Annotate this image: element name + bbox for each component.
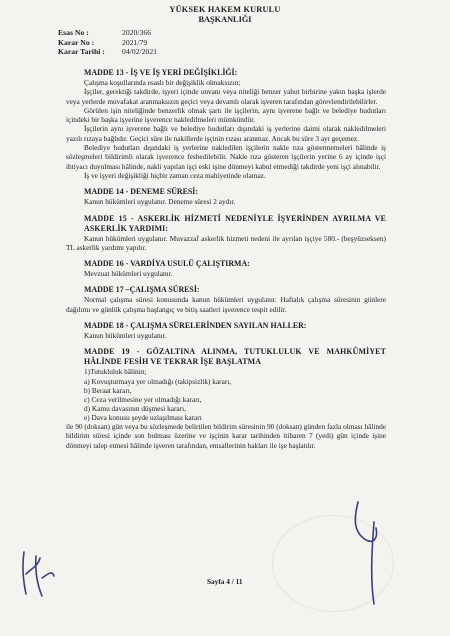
list-item: b) Beraat kararı,: [84, 385, 132, 395]
article-15-p1: Kanun hükümleri uygulanır. Muvazzaf askerlik hizmeti nedeni ile ayrılan işçiye 580.- (beşyüzseksen) TL askerlik yardımı yapılır.: [66, 233, 386, 252]
institution-name: YÜKSEK HAKEM KURULU: [169, 5, 281, 14]
document-body: [66, 68, 386, 450]
meta-value: 04/02/2021: [122, 47, 158, 56]
article-17-title: MADDE 17 –ÇALIŞMA SÜRESİ:: [84, 285, 200, 295]
list-item: a) Kovuşturmaya yer olmadığı (takipsizlik) kararı,: [84, 376, 232, 386]
article-16-p1: Mevzuat hükümleri uygulanır.: [84, 269, 173, 279]
handwritten-signature-mark: [348, 498, 388, 608]
handwritten-initials-signature: [18, 548, 58, 600]
meta-key: Karar Tarihi :: [58, 47, 105, 56]
article-19-title: MADDE 19 - GÖZALTINA ALINMA, TUTUKLULUK VE MAHKÛMİYET HÂLİNDE FESİH VE TEKRAR İŞE BAŞLATMA: [84, 347, 386, 367]
article-13-p5: Belediye hudutları dışındaki iş yerlerine nakledilen işçilerin nakle rıza göstermemeleri hâlinde iş sözleşmeleri bildirimli olarak işverence feshedilebilir. Nakle rıza gösteren işçilerin yerine 6 ay içinde işçi ihtiyacı duyulması hâlinde, nakli yapılan işçi eski işine dönmeyi kabul etmediği takdirde yeni işçi alınabilir.: [66, 143, 386, 171]
article-17-p1: Normal çalışma süresi konusunda kanun hükümleri uygulanır. Haftalık çalışma süresinin günlere dağılımı ve günlük çalışma başlangıç ve bitiş saatleri işverence tespit edilir.: [66, 295, 386, 314]
meta-row-esas: [58, 28, 157, 38]
article-18-p1: Kanun hükümleri uygulanır.: [84, 331, 167, 341]
meta-row-karar: [58, 38, 157, 48]
article-18-title: MADDE 18 - ÇALIŞMA SÜRELERİNDEN SAYILAN HALLER:: [84, 321, 307, 331]
article-13-p1: Çalışma koşullarında esaslı bir değişiklik olmaksızın;: [84, 78, 241, 87]
list-item: e) Dava konusu şeyde uzlaşılması kararı: [84, 413, 202, 423]
list-item: d) Kamu davasının düşmesi kararı,: [84, 403, 186, 413]
meta-row-tarih: [58, 47, 157, 57]
article-13-title: MADDE 13 - İŞ VE İŞ YERİ DEĞİŞİKLİĞİ:: [84, 68, 238, 77]
article-14-p1: Kanun hükümleri uygulanır. Deneme süresi 2 aydır.: [84, 197, 236, 207]
article-14-title: MADDE 14 - DENEME SÜRESİ:: [84, 187, 198, 197]
article-13-p6: İş ve işyeri değişikliği hiçbir zaman ceza mahiyetinde olamaz.: [84, 170, 266, 180]
meta-value: 2020/366: [122, 28, 152, 37]
article-15-title: MADDE 15 - ASKERLİK HİZMETİ NEDENİYLE İŞYERİNDEN AYRILMA VE ASKERLİK YARDIMI:: [84, 213, 386, 233]
list-item: c) Ceza verilmesine yer olmadığı kararı,: [84, 394, 202, 404]
case-meta: [58, 28, 157, 57]
article-19-p1: 1)Tutukluluk hâlinin;: [84, 367, 147, 377]
article-13-p2: İşçiler, gerektiği takdirde, işyeri içinde unvanı veya niteliği benzer yahut birbirine yakın başka işlerde veya yerlerde muvafakat aranmaksızın geçici veya devamlı olarak işveren tarafından görevlendirilebilirler.: [66, 87, 386, 106]
article-13-p4: İşçilerin aynı işverene bağlı ve belediye hudutları dışındaki iş yerlerine daimi olarak nakledilmeleri yazılı rızaya bağlıdır. Geçici süre ile nakillerde işçinin rızası aranmaz. Ancak bu süre 3 ayı geçemez.: [66, 124, 386, 143]
meta-key: Esas No :: [58, 28, 89, 37]
article-19-p2: ile 90 (doksan) gün veya bu sözleşmede belirtilen bildirim süresinin 90 (doksan) günden fazla olması hâlinde bildirim süresi içinde son bulması üzerine ve işçinin karar tarihinden itibaren 7 (yedi) gün içinde işine dönmeyi talep etmesi hâlinde işveren tarafından, emsallerinin hakları ile işe başlatılır.: [66, 422, 386, 450]
article-16-title: MADDE 16 - VARDİYA USULÜ ÇALIŞTIRMA:: [84, 259, 250, 269]
article-13-p3: Görülen işin niteliğinde benzerlik olmak şartı ile işçilerin, aynı işverene bağlı ve belediye hudutları içindeki bir başka işyerine işverence nakledilmeleri mümkündür.: [66, 105, 386, 125]
document-header: [0, 5, 450, 25]
institution-unit: BAŞKANLIĞI: [198, 15, 252, 24]
meta-key: Karar No :: [58, 37, 95, 47]
meta-value: 2021/79: [122, 37, 148, 47]
page-number: Sayfa 4 / 11: [207, 577, 243, 586]
article-19-list: [66, 377, 386, 422]
